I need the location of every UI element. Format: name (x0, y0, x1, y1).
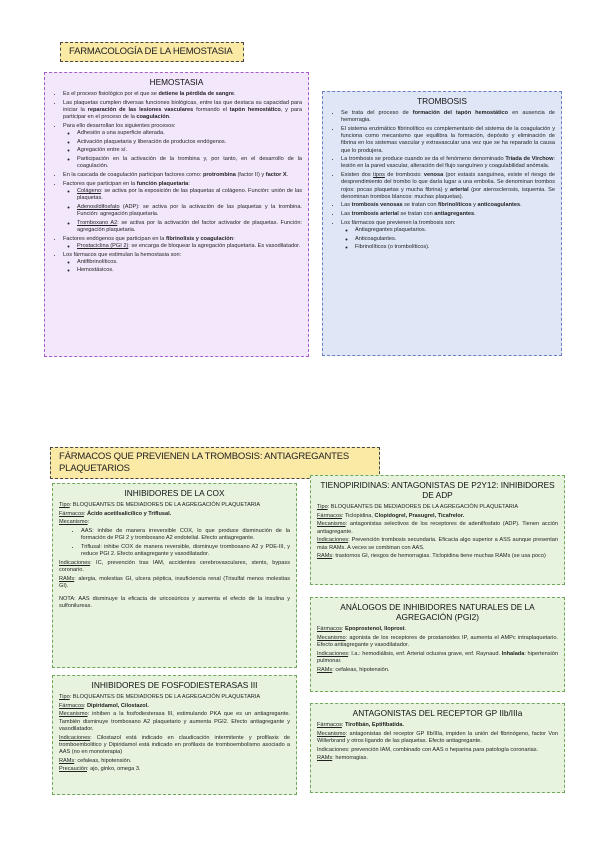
cox-rams: RAMs: alergia, molestias GI, ulcera péptica, insuficiencia renal (Trisulfal menos molestias GI). (59, 575, 290, 590)
list-item: ◦ Adhesión a una superficie alterada. (77, 130, 302, 137)
list-item: ◦ Activación plaquetaria y liberación de productos endógenos. (77, 139, 302, 146)
list-item: • La trombosis se produce cuando se da el fenómeno denominado Tríada de Virchow: lesión en la pared vascular, alteración del flujo sanguíneo y coagulabilidad anómala. (341, 156, 555, 170)
tieno-mecanismo: Mecanismo: antagonistas selectivos de los receptores de adenilfosfato (ADP). Tienen acción antiagregante. (317, 521, 558, 535)
list-item: • Los fármacos que estimulan la hemostasia son: ◦ Antifibrinolíticos. ◦ Hemostásicos. (63, 252, 302, 275)
section-title-hemostasia: FARMACOLOGÍA DE LA HEMOSTASIA (60, 42, 244, 62)
pde-tipo: Tipo: BLOQUEANTES DE MEDIADORES DE LA AGREGACIÓN PLAQUETARIA (59, 694, 261, 700)
list-item: ◦ Fibrinolíticos (o trombolíticos). (355, 244, 555, 251)
hemostasia-list (51, 91, 302, 275)
list-item: ◦ Participación en la activación de la trombina y, por tanto, en el desarrollo de la coagulación. (77, 156, 302, 170)
trombosis-box (322, 91, 562, 356)
analogos-farmacos: Fármacos: Epoprostenol, Iloprost. (317, 626, 407, 632)
list-item: ◦ Tromboxano A2: se activa por la activación del factor activador de plaquetas. Función: agregación plaquetaria. (77, 220, 302, 234)
tieno-rams: RAMs: trastornos GI, riesgos de hemorragias. Ticlopidina tiene muchas RAMs (se usa poco) (317, 553, 546, 560)
section-title-antiagregantes: FÁRMACOS QUE PREVIENEN LA TROMBOSIS: ANTIAGREGANTES PLAQUETARIOS (50, 447, 380, 479)
gp-heading: ANTAGONISTAS DEL RECEPTOR GP IIb/IIIa (352, 708, 523, 718)
list-item: • En la cascada de coagulación participan factores como: protrombina (factor II) y factor X. (63, 172, 302, 179)
list-item: ◦ Prostaciclina (PGI 2): se encarga de bloquear la agregación plaquetaria. Es vasodilatador. (77, 243, 302, 250)
list-item: • Es el proceso fisiológico por el que se detiene la pérdida de sangre. (63, 91, 302, 98)
pde-indicaciones: Indicaciones: Cilostazol está indicado en claudicación intermitente y profilaxis de tromboembolitico y Dipiridamol está indicado en profilaxis de tromboembolismo asociado a AAS (no en monoterapia) (59, 734, 290, 755)
cox-box (52, 483, 297, 668)
list-item: • Las trombosis arterial se tratan con antiagregantes. (341, 211, 555, 218)
list-item: ◦ Anticoagulantes. (355, 236, 555, 243)
tieno-indicaciones: Indicaciones: Prevención trombosis secundaria. Eficacia algo superior a ASS aunque presentan más RAMs. A veces se combinan con AAS. (317, 537, 558, 551)
gp-box (310, 703, 565, 793)
cox-tipo: Tipo: BLOQUEANTES DE MEDIADORES DE LA AGREGACIÓN PLAQUETARIA (59, 502, 261, 508)
list-item: • Existen dos tipos de trombosis: venosa (por estasis sanguínea, existe el riesgo de desprendimiento del trombo lo que daría lugar a una embolia. Se denominan trombos rojos: pocas plaquetas y mucha fibrina) y arterial (por aterosclerosis, isquemia. Se denominan trombos blancos: muchas plaquetas). (341, 172, 555, 201)
cox-farmacos: Fármacos: Ácido acetilsalicílico y Triflusal. (59, 510, 172, 517)
list-item: • Las plaquetas cumplen diversas funciones biológicas, entre las que destaca su capacidad para iniciar la reparación de las lesiones vasculares formando el tapón hemostático, y para participar en el proceso de la coagulación. (63, 100, 302, 122)
pde-mecanismo: Mecanismo: inhiben a la fosfodiesterasa III, estimulando PKA que es un antiagregante. También disminuye tromboxano A2 plaquetario y aumenta PGI2. Efecto antiagregante y vasodilatador. (59, 711, 290, 732)
list-item: • Se trata del proceso de formación del tapón hemostático en ausencia de hemorragia. (341, 110, 555, 124)
analogos-rams: RAMs: cefaleas, hipotensión. (317, 666, 390, 673)
list-item: ◦ Hemostásicos. (77, 267, 302, 274)
analogos-box (310, 597, 565, 692)
tieno-box (310, 475, 565, 585)
cox-indicaciones: Indicaciones: IC, prevención tras IAM, accidentes cerebrovasculares, stents, bypass coronario. (59, 559, 290, 574)
tieno-farmacos: Fármacos: Ticlopidina, Clopidogrel, Prasugrel, Ticafrelor. (317, 512, 465, 519)
pde-box (52, 675, 297, 795)
list-item: • Triflusal: inhibe COX de manera reversible, disminuye tromboxano A2 y PDE-III, y reduce PGI 2. Efecto antiagregante y vasodilatador. (81, 544, 290, 558)
gp-mecanismo: Mecanismo: antagonistas del receptor GP IIb/IIIa, impiden la unión del fibrinógeno, factor Von Willerbrand y otros ligando de las plaquetas. Efecto antiagregante. (317, 730, 558, 744)
list-item: • Las trombosis venosas se tratan con fibrinolíticos y anticoagulantes. (341, 202, 555, 209)
gp-rams: RAMs: hemorragias. (317, 755, 368, 762)
pde-rams: RAMs: cefaleas, hipotensión. (59, 757, 132, 764)
cox-nota: NOTA: AAS disminuye la eficacia de uricosúricos y aumenta el efecto de la insulina y sulfonilureas. (59, 596, 290, 610)
list-item: ◦ Agregación entre sí. (77, 147, 302, 154)
pde-heading: INHIBIDORES DE FOSFODIESTERASAS III (91, 680, 258, 690)
trombosis-list (329, 110, 555, 252)
analogos-indicaciones: Indicaciones: I.a.: hemodiálisis, enf. Arterial oclusiva grave, enf. Raynaud. Inhalada: hipertensión pulmonar. (317, 650, 558, 664)
hemostasia-box (44, 72, 309, 357)
list-item: • Factores que participan en la función plaquetaria: ◦ Colágeno: se activa por la exposición de las plaquetas al colágeno. Función: unión de las plaquetas. ◦ Adenosildifosfato (ADP): se activa por la activación de las plaquetas y la trombina. Función: agregación plaquetaria. ◦ Tromboxano A2: se activa por la activación del factor activador de plaquetas. Función: agregación plaquetaria. (63, 181, 302, 234)
tieno-heading: TIENOPIRIDINAS: ANTAGONISTAS DE P2Y12: INHIBIDORES DE ADP (320, 480, 555, 500)
hemostasia-heading: HEMOSTASIA (149, 77, 204, 87)
analogos-heading: ANÁLOGOS DE INHIBIDORES NATURALES DE LA AGREGACIÓN (PGI2) (340, 602, 535, 622)
pde-precaucion: Precaución: ajo, ginko, omega 3. (59, 766, 141, 773)
list-item: • Los fármacos que previenen la trombosis son: ◦ Antiagregantes plaquetarios. ◦ Anticoagulantes. ◦ Fibrinolíticos (o trombolíticos). (341, 220, 555, 252)
analogos-mecanismo: Mecanismo: agonista de los receptores de prostanoides IP, aumenta el AMPc intraplaquetario. Efecto antiagregante y vasodilatador. (317, 634, 558, 648)
list-item: • AAS: inhibe de manera irreversible COX, lo que produce disminución de la formación de PGI 2 y tromboxano A2 endotelial. Efecto antiagregante. (81, 528, 290, 542)
list-item: ◦ Adenosildifosfato (ADP): se activa por la activación de las plaquetas y la trombina. Función: agregación plaquetaria. (77, 204, 302, 218)
list-item: ◦ Colágeno: se activa por la exposición de las plaquetas al colágeno. Función: unión de las plaquetas. (77, 188, 302, 202)
list-item: • Factores endógenos que participan en la fibrinolisis y coagulación: ◦ Prostaciclina (PGI 2): se encarga de bloquear la agregación plaquetaria. Es vasodilatador. (63, 236, 302, 250)
tieno-tipo: Tipo: BLOQUEANTES DE MEDIADORES DE LA AGREGACIÓN PLAQUETARIA (317, 504, 519, 510)
gp-indicaciones: Indicaciones: prevención IAM, combinado con AAS o heparina para patología coronarias. (317, 746, 539, 753)
list-item: • Para ello desarrollan los siguientes procesos: ◦ Adhesión a una superficie alterada. ◦ Activación plaquetaria y liberación de productos endógenos. ◦ Agregación entre sí. ◦ Participación en la activación de la trombina y, por tanto, en el desarrollo de la coagulación. (63, 123, 302, 171)
cox-heading: INHIBIDORES DE LA COX (124, 488, 225, 498)
trombosis-heading: TROMBOSIS (417, 96, 467, 106)
cox-mecanismo: Mecanismo: (59, 519, 90, 526)
list-item: ◦ Antifibrinolíticos. (77, 259, 302, 266)
pde-farmacos: Fármacos: Dipiridamol, Cilostazol. (59, 702, 149, 709)
gp-farmacos: Fármacos: Tirofibán, Eptifibatida. (317, 722, 404, 728)
list-item: ◦ Antiagregantes plaquetarios. (355, 227, 555, 234)
list-item: • El sistema enzimático fibrinolítico es complementario del sistema de la coagulación y funciona como mecanismo que equilibra la formación, depósito y eliminación de fibrina en los sistemas vascular y extravascular una vez que se ha reparado la causa que lo produjera. (341, 126, 555, 155)
